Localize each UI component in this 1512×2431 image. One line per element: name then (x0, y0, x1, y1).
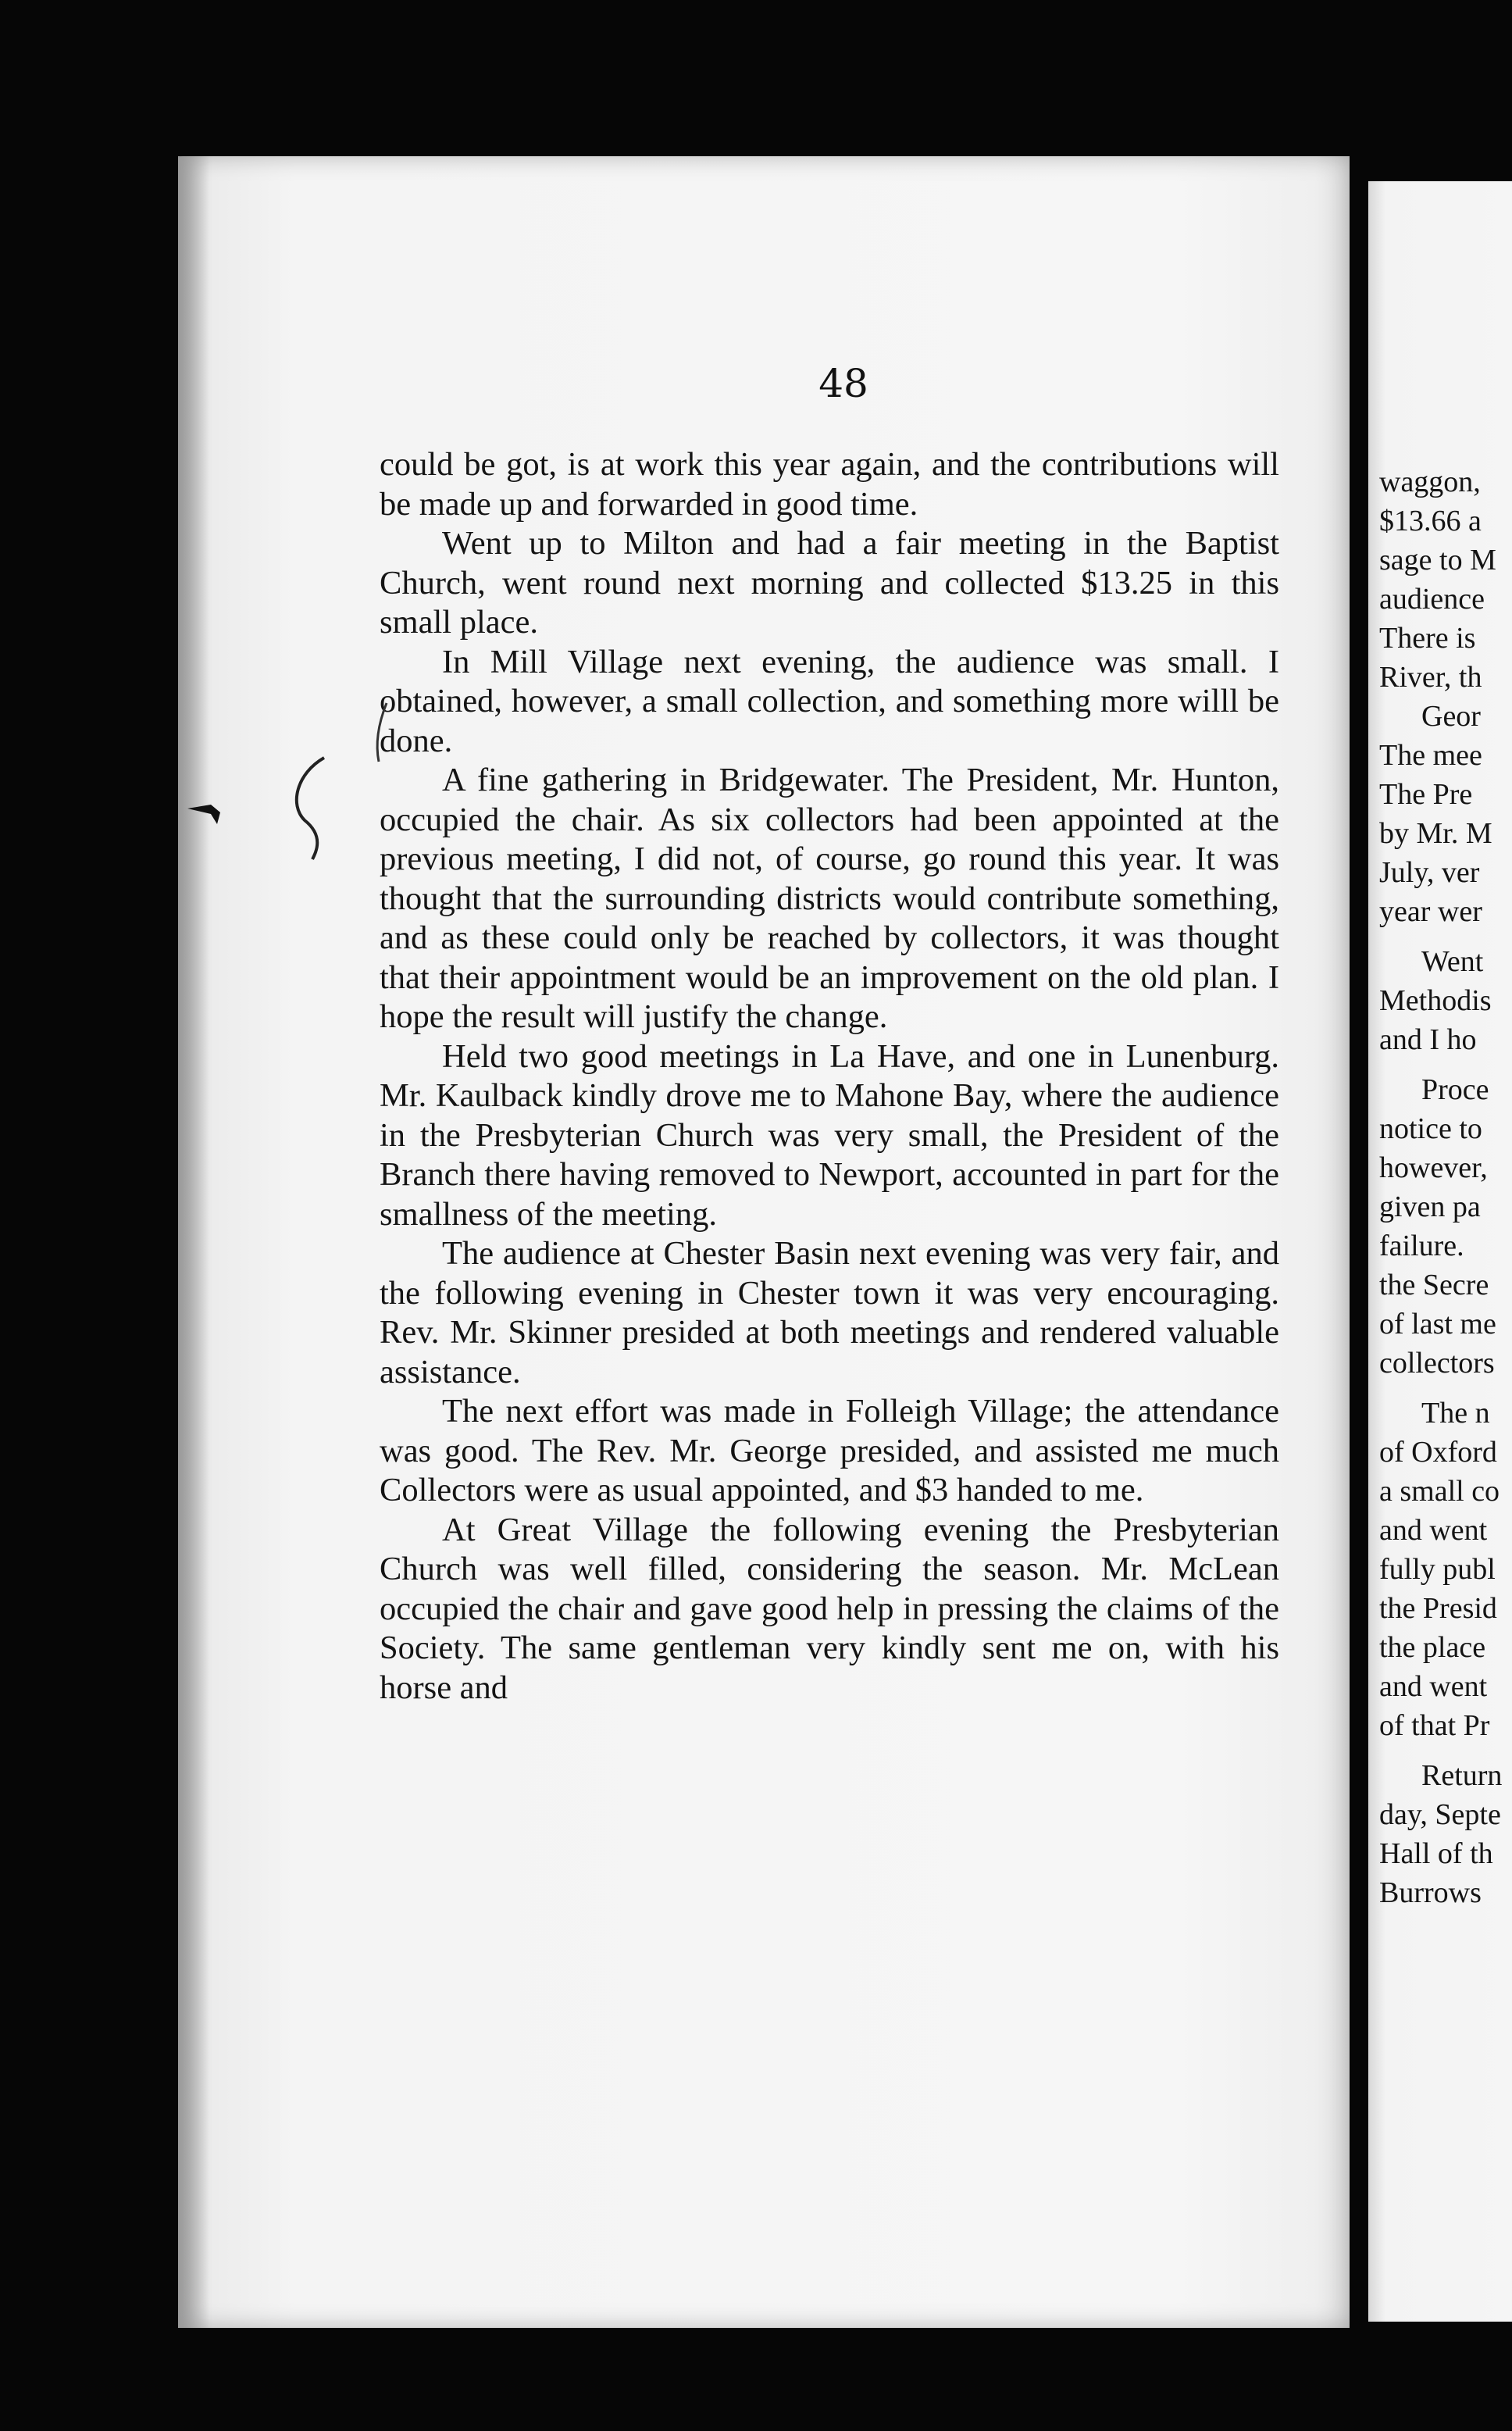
next-line: the Secre (1379, 1269, 1489, 1301)
next-line: notice to (1379, 1112, 1482, 1145)
next-line: July, ver (1379, 856, 1480, 889)
next-line: and went (1379, 1514, 1488, 1547)
paragraph-6: The audience at Chester Basin next evening was very fair, and the following evening in Chester town it was very encouraging. Rev. Mr. Skinner presided at both meetings and rendered valuable assistance. (380, 1235, 1279, 1390)
next-line: fully publ (1379, 1553, 1496, 1586)
next-line: of that Pr (1379, 1709, 1490, 1742)
next-line: The n (1421, 1397, 1490, 1430)
next-line: and I ho (1379, 1023, 1477, 1056)
next-line: waggon, (1379, 466, 1481, 498)
next-line: sage to M (1379, 544, 1496, 577)
next-line: given pa (1379, 1191, 1481, 1223)
paragraph-4: A fine gathering in Bridgewater. The President, Mr. Hunton, occupied the chair. As six collectors had been appointed at the previous meeting, I did not, of course, go round this year. It was thought that the surrounding districts would contribute something, and as these could only be reached by collectors, it was thought that their appointment would be an improvement on the old plan. I hope the result will justify the change. (380, 762, 1279, 1035)
next-line: Hall of th (1379, 1837, 1493, 1870)
next-page-text (1379, 462, 1512, 1912)
paragraph-5: Held two good meetings in La Have, and one in Lunenburg. Mr. Kaulback kindly drove me to Mahone Bay, where the audience in the Presbyterian Church was very small, the President of the Branch there having removed to Newport, accounted in part for the smallness of the meeting. (380, 1037, 1279, 1233)
next-line: day, Septe (1379, 1798, 1501, 1831)
next-line: collectors (1379, 1347, 1495, 1380)
paragraph-1: could be got, is at work this year again, and the contributions will be made up and forwarded in good time. (380, 446, 1279, 523)
next-line: of last me (1379, 1308, 1496, 1340)
next-line: by Mr. M (1379, 817, 1492, 850)
next-line: the place (1379, 1631, 1486, 1664)
next-line: and went (1379, 1670, 1488, 1703)
page-number: 48 (818, 361, 868, 406)
next-line: Went (1421, 945, 1484, 978)
next-line: of Oxford (1379, 1436, 1497, 1469)
paragraph-3: In Mill Village next evening, the audience was small. I obtained, however, a small collection, and something more willl be done. (380, 643, 1279, 759)
next-line: The mee (1379, 739, 1482, 772)
next-line: the Presid (1379, 1592, 1497, 1625)
paragraph-7: The next effort was made in Folleigh Village; the attendance was good. The Rev. Mr. George presided, and assisted me much Collectors were as usual appointed, and $3 handed to me. (380, 1393, 1279, 1508)
next-page-sliver (1368, 181, 1512, 2322)
next-line: failure. (1379, 1230, 1464, 1262)
paragraph-8: At Great Village the following evening the Presbyterian Church was well filled, considering the season. Mr. McLean occupied the chair and gave good help in pressing the claims of the Society. The same gentleman very kindly sent me on, with his horse and (380, 1511, 1279, 1706)
next-line: Burrows (1379, 1876, 1482, 1909)
next-line: Methodis (1379, 984, 1492, 1017)
paragraph-2: Went up to Milton and had a fair meeting in the Baptist Church, went round next morning and collected $13.25 in this small place. (380, 525, 1279, 641)
next-line: $13.66 a (1379, 505, 1482, 537)
gutter-shadow (178, 156, 209, 2328)
next-line: There is (1379, 622, 1476, 655)
next-line: The Pre (1379, 778, 1473, 811)
next-line: however, (1379, 1151, 1488, 1184)
next-line: Geor (1421, 700, 1481, 733)
next-line: River, th (1379, 661, 1482, 694)
next-line: year wer (1379, 895, 1482, 928)
next-line: audience (1379, 583, 1485, 616)
next-line: Return (1421, 1759, 1503, 1792)
next-line: a small co (1379, 1475, 1500, 1508)
page-body-text (380, 445, 1279, 1708)
next-line: Proce (1421, 1073, 1489, 1106)
